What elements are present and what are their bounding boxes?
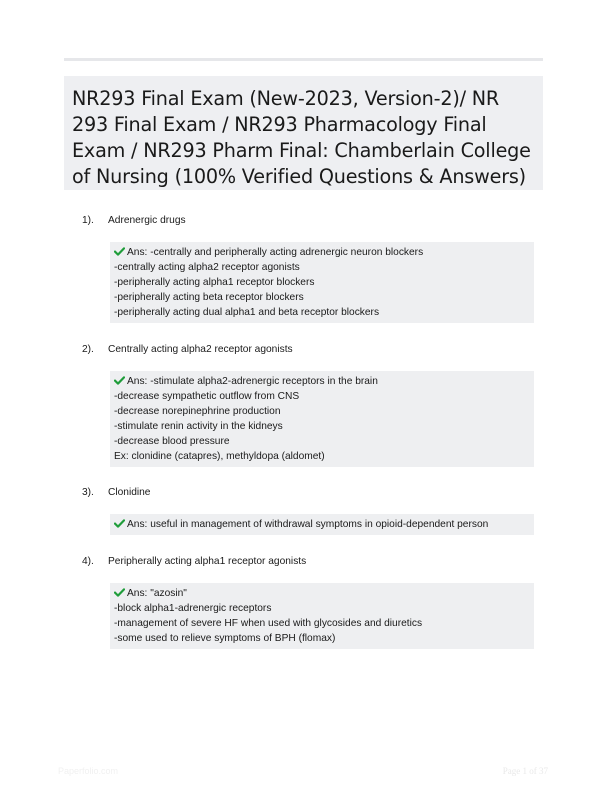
question-text: Clonidine [108,487,151,498]
answer-line: -centrally acting alpha2 receptor agonists [114,262,300,273]
qa-item-2 [82,341,542,467]
question-text: Adrenergic drugs [108,215,186,226]
answer-line: -stimulate renin activity in the kidneys [114,421,283,432]
answer-line: Ex: clonidine (catapres), methyldopa (aldomet) [114,451,325,462]
question-number: 4). [82,556,94,567]
question-row [82,212,542,230]
footer-watermark: Paperfolio.com [58,766,119,776]
document-title: NR293 Final Exam (New-2023, Version-2)/ NR 293 Final Exam / NR293 Pharmacology Final Exam / NR293 Pharm Final: Chamberlain College of Nursing (100% Verified Questions & Answers) [72,87,531,188]
answer-line: -peripherally acting beta receptor blockers [114,292,304,303]
answer-line: -decrease norepinephrine production [114,406,281,417]
answer-line: -block alpha1-adrenergic receptors [114,603,272,614]
question-row [82,484,542,502]
question-number: 1). [82,215,94,226]
question-number: 3). [82,487,94,498]
title-banner [64,76,543,190]
question-number: 2). [82,344,94,355]
answer-line: -decrease sympathetic outflow from CNS [114,391,300,402]
qa-item-4 [82,553,542,649]
answer-line: Ans: -centrally and peripherally acting adrenergic neuron blockers [114,245,530,260]
answer-box [110,242,534,323]
qa-item-1 [82,212,542,323]
question-row [82,553,542,571]
answer-line: -decrease blood pressure [114,436,230,447]
question-text: Centrally acting alpha2 receptor agonists [108,344,293,355]
question-row [82,341,542,359]
qa-item-3 [82,484,542,535]
checkmark-icon [114,376,125,385]
answer-line: Ans: "azosin" [114,586,530,601]
question-text: Peripherally acting alpha1 receptor agonists [108,556,307,567]
answer-box [110,514,534,535]
answer-box [110,371,534,467]
answer-box [110,583,534,649]
answer-line: -peripherally acting alpha1 receptor blockers [114,277,315,288]
checkmark-icon [114,519,125,528]
answer-line: Ans: -stimulate alpha2-adrenergic receptors in the brain [114,374,530,389]
answer-line: Ans: useful in management of withdrawal symptoms in opioid-dependent person [114,517,530,532]
checkmark-icon [114,247,125,256]
checkmark-icon [114,588,125,597]
page-number: Page 1 of 37 [502,766,548,776]
header-rule [64,58,543,61]
answer-line: -peripherally acting dual alpha1 and beta receptor blockers [114,307,380,318]
answer-line: -management of severe HF when used with glycosides and diuretics [114,618,423,629]
answer-line: -some used to relieve symptoms of BPH (flomax) [114,633,336,644]
